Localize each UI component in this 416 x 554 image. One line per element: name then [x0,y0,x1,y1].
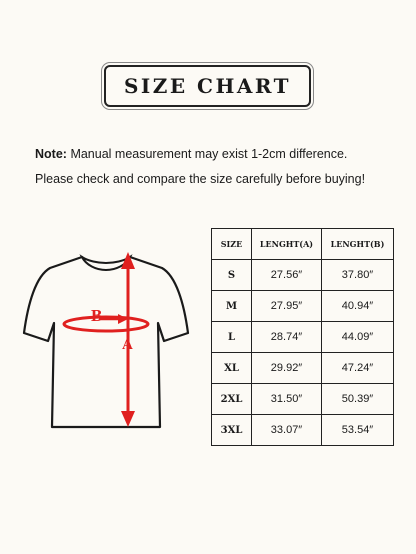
cell-length-b: 47.24″ [322,353,394,384]
note-text: Manual measurement may exist 1-2cm difference. [70,147,348,161]
header-size: SIZE [212,229,252,260]
table-row [212,260,394,291]
cell-length-b: 50.39″ [322,384,394,415]
cell-length-a: 27.56″ [252,260,322,291]
cell-size: L [212,322,252,353]
header-length-b: LENGHT(B) [322,229,394,260]
size-table [211,228,394,446]
note-line-2: Please check and compare the size carefully before buying! [35,172,366,186]
cell-length-b: 44.09″ [322,322,394,353]
cell-size: S [212,260,252,291]
label-b: B [91,306,103,325]
tshirt-diagram [18,243,194,433]
label-a: A [122,337,133,353]
note-line-1 [35,147,347,161]
cell-size: 3XL [212,415,252,446]
table-row [212,353,394,384]
table-row [212,415,394,446]
tshirt-outline [24,257,188,427]
cell-length-a: 27.95″ [252,291,322,322]
table-row [212,384,394,415]
cell-length-a: 33.07″ [252,415,322,446]
page-title: SIZE CHART [123,74,292,98]
cell-length-a: 29.92″ [252,353,322,384]
note-label: Note: [35,147,67,161]
table-row [212,322,394,353]
cell-length-b: 53.54″ [322,415,394,446]
cell-size: XL [212,353,252,384]
cell-size: 2XL [212,384,252,415]
size-chart-title-box [104,65,311,107]
table-row [212,291,394,322]
table-header-row [212,229,394,260]
cell-size: M [212,291,252,322]
cell-length-b: 40.94″ [322,291,394,322]
cell-length-a: 31.50″ [252,384,322,415]
cell-length-b: 37.80″ [322,260,394,291]
header-length-a: LENGHT(A) [252,229,322,260]
cell-length-a: 28.74″ [252,322,322,353]
